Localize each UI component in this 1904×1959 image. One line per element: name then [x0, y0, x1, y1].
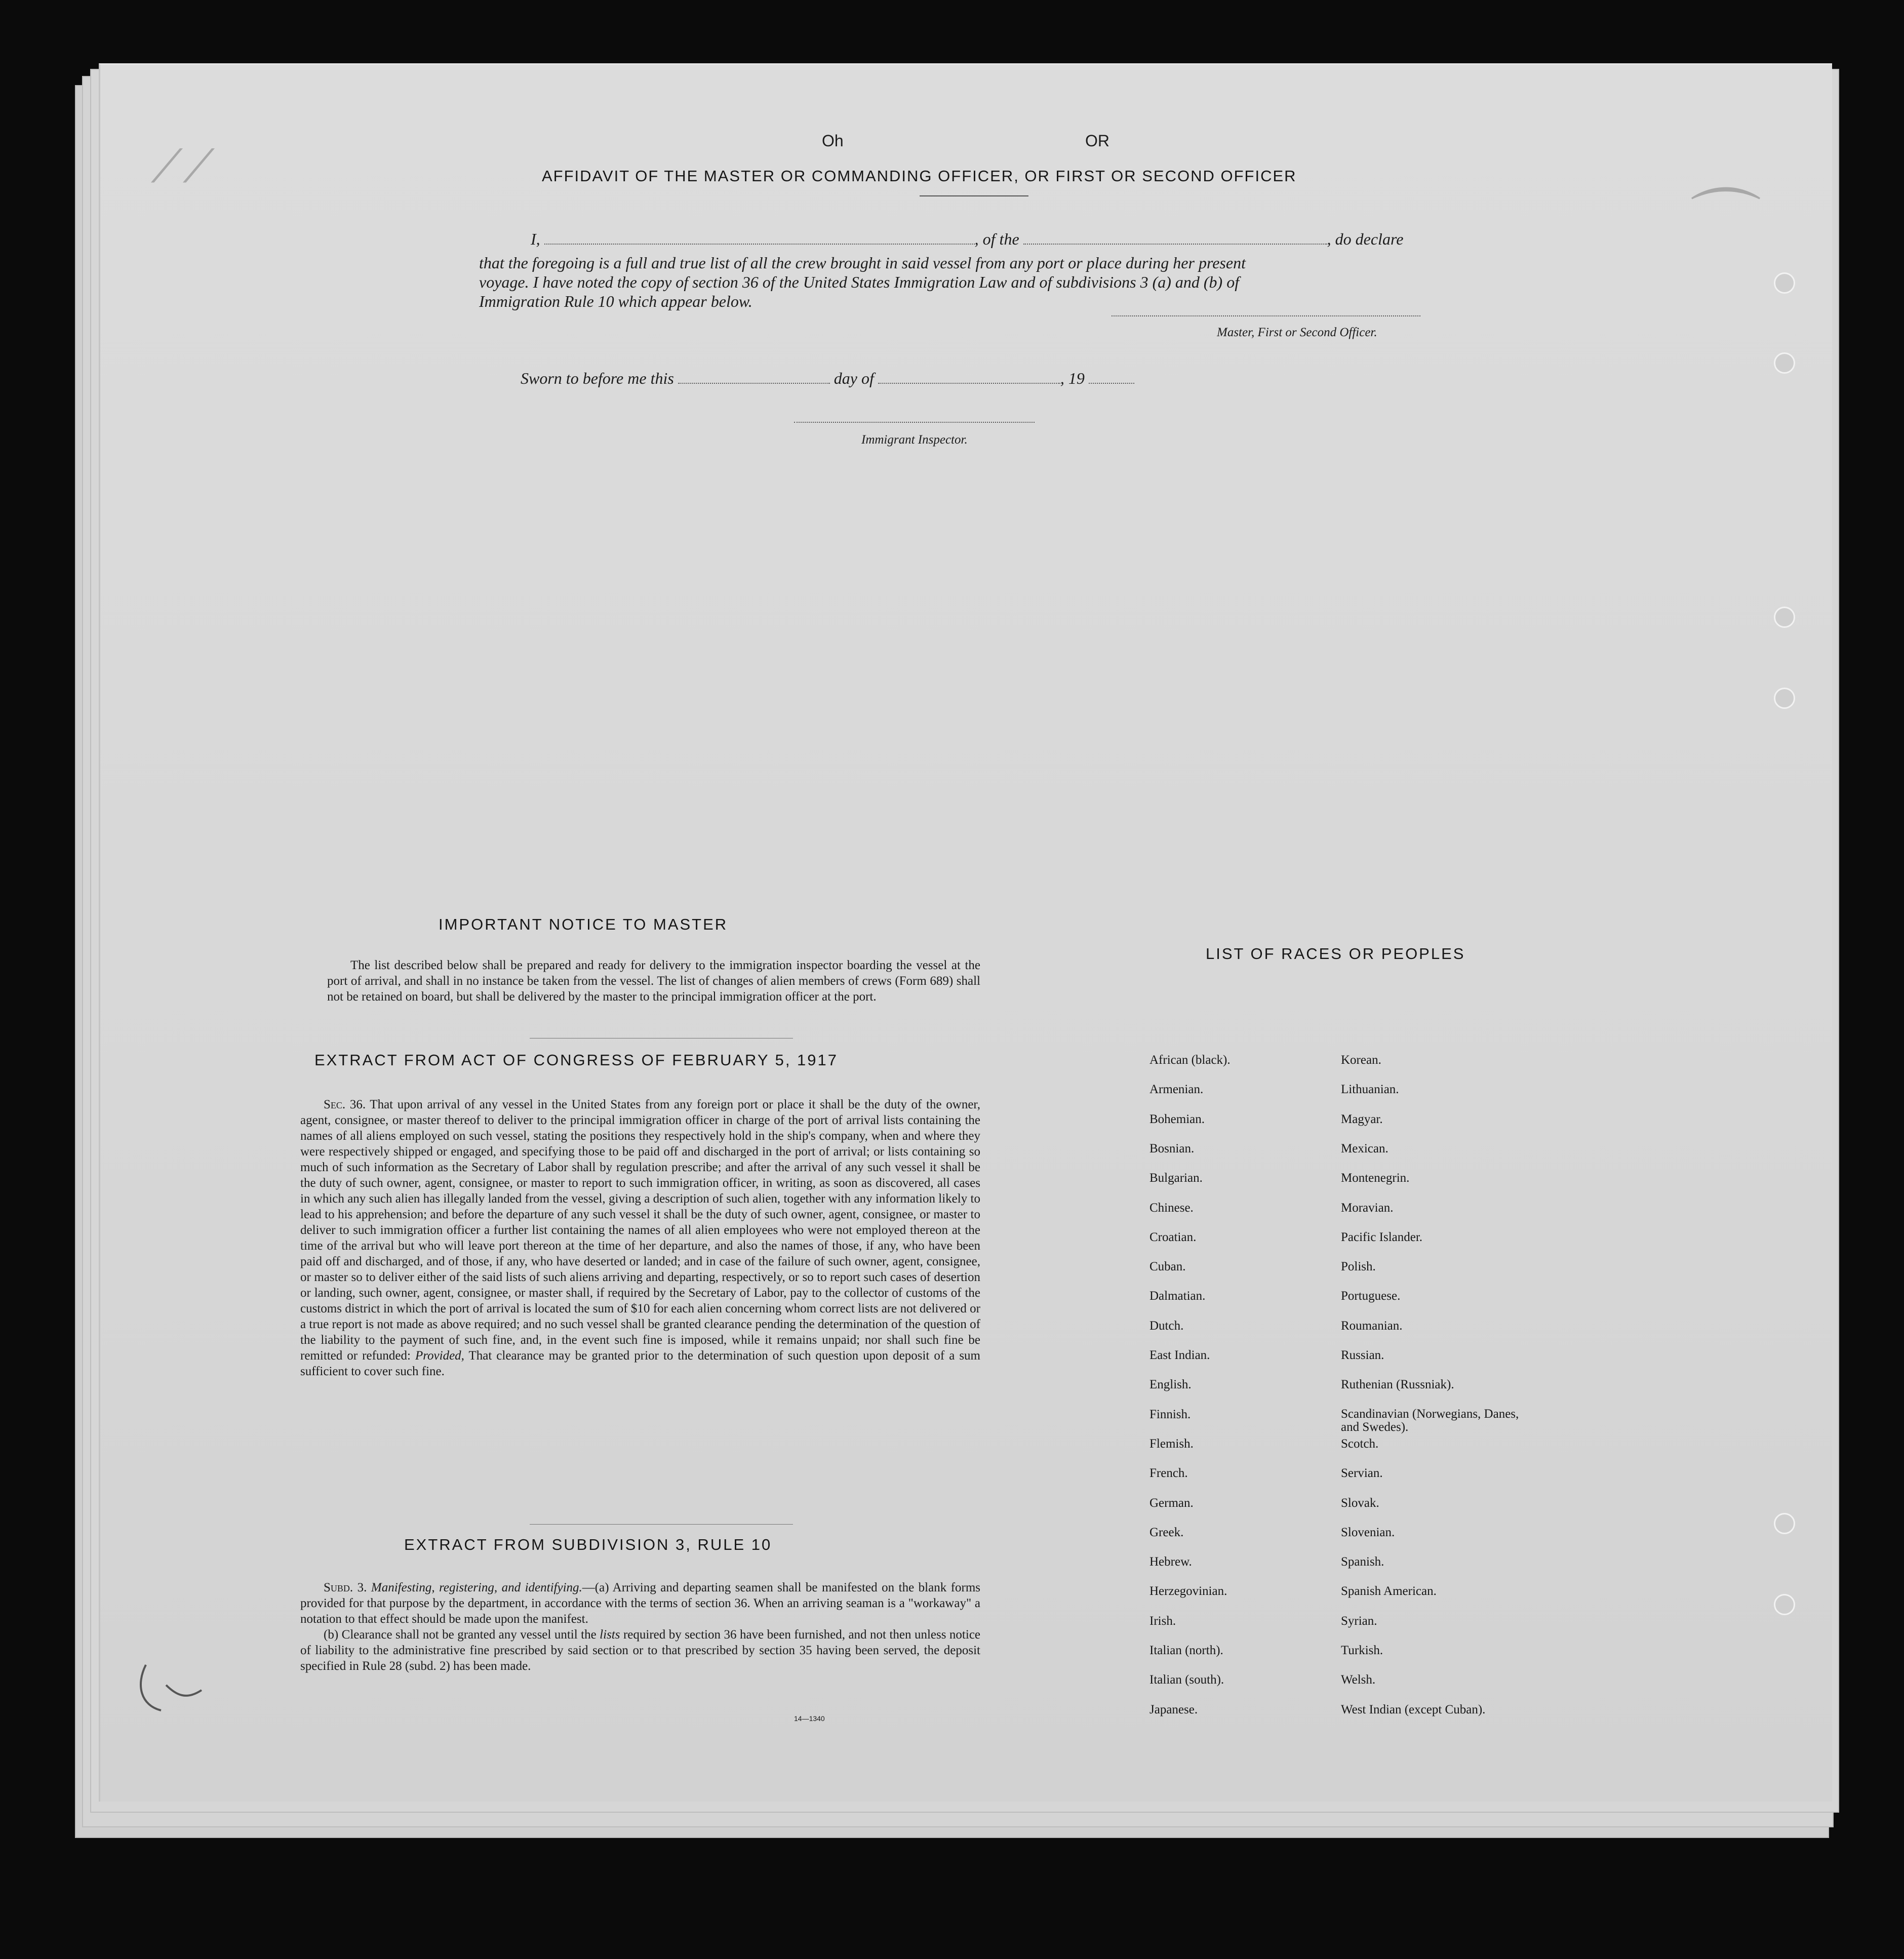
- header-mark-left: Oh: [822, 132, 844, 150]
- race-item: Welsh.: [1341, 1673, 1376, 1687]
- act-extract-text: That upon arrival of any vessel in the United States from any foreign port or place it shall be the duty of the owner, agent, consignee, or master thereof to deliver to the principal immigration officer in charge of the port of arrival lists containing the names of all aliens employed on such vessel, stating the positions they respectively hold in the ship's company, when and where they were respectively shipped or engaged, and specifying those to be paid off and discharged in the port of arrival; or lists containing so much of such information as the Secretary of Labor shall by regulation prescribe; and after the arrival of any such vessel it shall be the duty of such owner, agent, consignee, or master to report to such immigration officer, in writing, as soon as discovered, all cases in which any such alien has illegally landed from the vessel, giving a description of such alien, together with any information likely to lead to his apprehension; and before the departure of any such vessel it shall be the duty of such owner, agent, consignee, or master to deliver to such immigration officer a further list containing the names of all alien employees who were not employed thereon at the time of the arrival but who will leave port thereon at the time of her departure, and also the names of those, if any, who have been paid off and discharged, and of those, if any, who have deserted or landed; and in case of the failure of such owner, agent, consignee, or master so to deliver either of the said lists of such aliens arriving and departing, respectively, or so to report such cases of desertion or landing, such owner, agent, consignee, or master shall, if required by the Secretary of Labor, pay to the collector of customs of the customs district in which the port of arrival is located the sum of $10 for each alien concerning whom correct lists are not delivered or a true report is not made as above required; and no such vessel shall be granted clearance pending the determination of the question of the liability to the payment of such fine, and, in the event such fine is imposed, while it remains unpaid; nor shall such fine be remitted or refunded:: [300, 1098, 980, 1363]
- inspector-signature-line[interactable]: [794, 422, 1035, 423]
- header-mark-right: OR: [1085, 132, 1109, 150]
- para-b-label: (b): [324, 1628, 339, 1642]
- race-item: Dalmatian.: [1149, 1289, 1206, 1303]
- notice-text-block: [327, 957, 980, 1005]
- race-item: Flemish.: [1149, 1437, 1194, 1451]
- declaration-line: [490, 229, 1549, 249]
- race-item: Japanese.: [1149, 1703, 1198, 1716]
- race-item: Bulgarian.: [1149, 1171, 1203, 1185]
- binder-hole: [1774, 1513, 1795, 1534]
- form-number: 14—1340: [794, 1714, 825, 1723]
- sworn-month-field[interactable]: [878, 372, 1060, 384]
- notice-title: IMPORTANT NOTICE TO MASTER: [439, 915, 728, 933]
- year-label: , 19: [1060, 369, 1085, 387]
- notice-text: The list described below shall be prepared and ready for delivery to the immigration inspector boarding the vessel at the port of arrival, and shall in no instance be taken from the vessel. The list of changes of alien members of crews (Form 689) shall not be retained on board, but shall be delivered by the master to the principal immigration officer at the port.: [327, 958, 980, 1004]
- races-title: LIST OF RACES OR PEOPLES: [1206, 945, 1465, 963]
- binder-hole: [1774, 352, 1795, 374]
- race-item: Dutch.: [1149, 1319, 1184, 1333]
- race-item: Ruthenian (Russniak).: [1341, 1378, 1454, 1391]
- para-b-text-2: required by section 36 have been furnished, and not then unless notice of liability to the administrative fine prescribed by said section or to that prescribed by section 35 having been served, the deposit specified in Rule 28 (subd. 2) has been made.: [300, 1628, 981, 1673]
- race-item: Syrian.: [1341, 1614, 1377, 1628]
- race-item: Cuban.: [1149, 1260, 1186, 1273]
- section-label: Sec. 36.: [324, 1098, 366, 1111]
- race-item: Turkish.: [1341, 1644, 1383, 1657]
- race-item: Croatian.: [1149, 1230, 1197, 1244]
- race-item: Roumanian.: [1341, 1319, 1403, 1333]
- title-rule: [920, 195, 1028, 196]
- race-item: Servian.: [1341, 1466, 1383, 1480]
- race-item: English.: [1149, 1378, 1192, 1391]
- race-item: Bohemian.: [1149, 1112, 1205, 1126]
- para-a-text: Arriving and departing seamen shall be manifested on the blank forms provided for that purpose by the department, in accordance with the terms of section 36. When an arriving seaman is a "workaway" a notation to that effect should be made upon the manifest.: [300, 1581, 981, 1626]
- race-item: Scotch.: [1341, 1437, 1379, 1451]
- rule-extract-title: EXTRACT FROM SUBDIVISION 3, RULE 10: [404, 1536, 772, 1553]
- race-item: Greek.: [1149, 1526, 1184, 1539]
- act-extract-text-end: That clearance may be granted prior to the determination of such question upon deposit of a sum sufficient to cover such fine.: [300, 1349, 980, 1378]
- race-item: Chinese.: [1149, 1201, 1194, 1215]
- race-item: Lithuanian.: [1341, 1083, 1399, 1096]
- race-item: Russian.: [1341, 1348, 1384, 1362]
- statement-line-2: voyage. I have noted the copy of section 36 of the United States Immigration Law and of subdivisions 3 (a) and (b) of: [479, 273, 1240, 291]
- para-a-label: —(a): [582, 1581, 609, 1594]
- i-label: I,: [531, 230, 540, 248]
- day-of-label: day of: [834, 369, 874, 387]
- race-item: Italian (south).: [1149, 1673, 1224, 1687]
- subdivision-heading: Manifesting, registering, and identifying.: [371, 1581, 582, 1594]
- race-item: Hebrew.: [1149, 1555, 1192, 1569]
- race-item: Portuguese.: [1341, 1289, 1401, 1303]
- statement-line-1: that the foregoing is a full and true list of all the crew brought in said vessel from any port or place during her present: [479, 254, 1246, 272]
- para-b-text-1: Clearance shall not be granted any vessel until the: [341, 1628, 597, 1642]
- race-item: French.: [1149, 1466, 1188, 1480]
- race-item: Finnish.: [1149, 1408, 1191, 1421]
- binder-hole: [1774, 1594, 1795, 1615]
- act-extract-block: [300, 1097, 980, 1379]
- rule-extract-block: [300, 1580, 980, 1674]
- race-item: German.: [1149, 1496, 1194, 1510]
- race-item: Slovak.: [1341, 1496, 1379, 1510]
- bleed-through-mark: ⟋⟋: [151, 141, 215, 192]
- race-item: Magyar.: [1341, 1112, 1383, 1126]
- sworn-year-field[interactable]: [1089, 372, 1134, 384]
- race-item: Moravian.: [1341, 1201, 1394, 1215]
- sworn-label: Sworn to before me this: [521, 369, 674, 387]
- inspector-signature-label: Immigrant Inspector.: [861, 433, 968, 447]
- race-item: Spanish.: [1341, 1555, 1384, 1569]
- race-item: Polish.: [1341, 1260, 1376, 1273]
- sworn-day-field[interactable]: [678, 372, 830, 384]
- race-item: Herzegovinian.: [1149, 1584, 1227, 1598]
- document-page: [99, 63, 1832, 1802]
- handwritten-scribble: [131, 1655, 212, 1715]
- affidavit-title: AFFIDAVIT OF THE MASTER OR COMMANDING OFFICER, OR FIRST OR SECOND OFFICER: [542, 167, 1297, 185]
- master-signature-label: Master, First or Second Officer.: [1217, 326, 1377, 339]
- bleed-through-table: [121, 455, 1792, 1619]
- of-the-label: , of the: [974, 230, 1019, 248]
- race-item: Pacific Islander.: [1341, 1230, 1423, 1244]
- race-item: Slovenian.: [1341, 1526, 1395, 1539]
- race-item: Bosnian.: [1149, 1142, 1195, 1155]
- provided-label: Provided,: [415, 1349, 464, 1363]
- race-item: Scandinavian (Norwegians, Danes, and Swedes).: [1341, 1407, 1519, 1434]
- race-item: African (black).: [1149, 1053, 1231, 1067]
- binder-hole: [1774, 607, 1795, 628]
- act-extract-title: EXTRACT FROM ACT OF CONGRESS OF FEBRUARY 5, 1917: [314, 1051, 839, 1069]
- race-item: Mexican.: [1341, 1142, 1389, 1155]
- race-item: Armenian.: [1149, 1083, 1204, 1096]
- race-item: Korean.: [1341, 1053, 1381, 1067]
- do-declare-label: , do declare: [1327, 230, 1404, 248]
- race-item: Irish.: [1149, 1614, 1176, 1628]
- binder-hole: [1774, 272, 1795, 294]
- sworn-line: [521, 369, 1280, 388]
- para-b-lists: lists: [600, 1628, 620, 1642]
- statement-line-3: Immigration Rule 10 which appear below.: [479, 292, 752, 310]
- name-field[interactable]: [544, 232, 975, 245]
- race-item: West Indian (except Cuban).: [1341, 1703, 1486, 1716]
- master-signature-line[interactable]: [1112, 315, 1420, 316]
- race-item: Italian (north).: [1149, 1644, 1223, 1657]
- race-item: Montenegrin.: [1341, 1171, 1410, 1185]
- act-rule: [530, 1524, 793, 1525]
- subdivision-label: Subd. 3.: [324, 1581, 367, 1594]
- vessel-field[interactable]: [1023, 232, 1327, 245]
- binder-hole: [1774, 688, 1795, 709]
- race-item: Spanish American.: [1341, 1584, 1437, 1598]
- race-item: East Indian.: [1149, 1348, 1210, 1362]
- bleed-through-mark: ⌒: [1690, 183, 1762, 262]
